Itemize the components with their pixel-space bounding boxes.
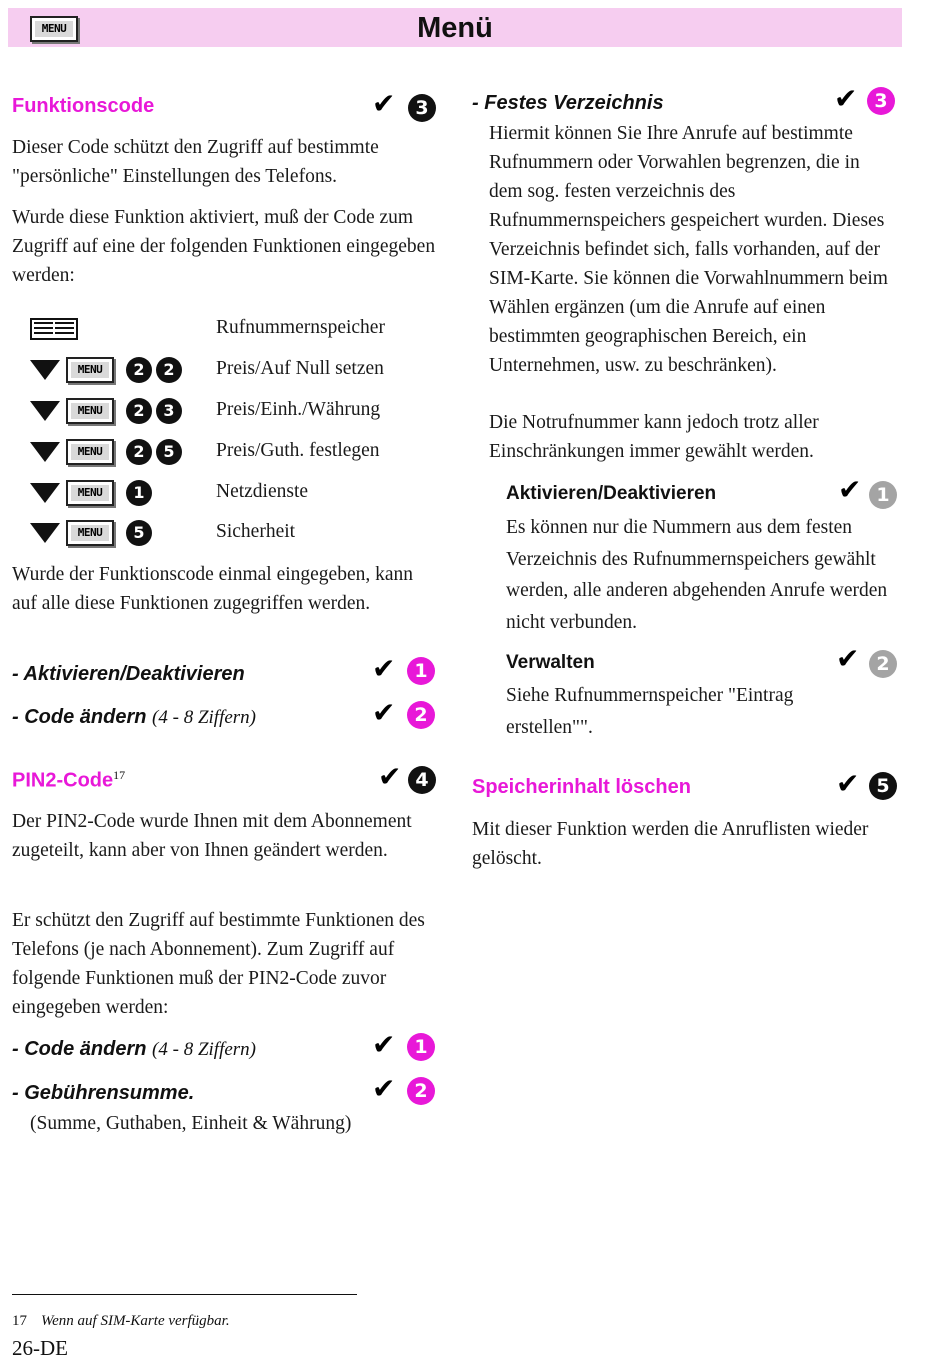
- key-sequence: [30, 516, 152, 550]
- level-2-icon: 2: [407, 1077, 435, 1105]
- speicherinhalt-description: Mit dieser Funktion werden die Anruflisten wieder gelöscht.: [472, 819, 869, 869]
- level-1-icon: 1: [869, 481, 897, 509]
- level-3-icon: 3: [867, 87, 895, 115]
- page-title: Menü: [417, 12, 493, 44]
- pin2-intro: Der PIN2-Code wurde Ihnen mit dem Abonnement zugeteilt, kann aber von Ihnen geändert werden.: [12, 811, 412, 861]
- function-label: Sicherheit: [216, 521, 296, 542]
- page-header-bar: [8, 8, 902, 47]
- level-3-icon: 3: [408, 94, 436, 122]
- check-icon: ✔: [836, 767, 860, 800]
- pin2-description: Er schützt den Zugriff auf bestimmte Funktionen des Telefons (je nach Abonnement). Zum Zugriff auf folgende Funktionen muß der PIN2-Code zuvor eingegeben werden:: [12, 910, 425, 1018]
- item-label: Aktivieren/Deaktivieren: [23, 663, 245, 685]
- level-1-icon: 1: [407, 1033, 435, 1061]
- item-label: Festes Verzeichnis: [484, 92, 664, 114]
- menu-key-icon: [66, 398, 114, 424]
- menu-item-code-aendern[interactable]: [12, 706, 256, 729]
- dash: -: [12, 1038, 19, 1060]
- check-icon: ✔: [838, 473, 862, 506]
- level-2-icon: 2: [869, 650, 897, 678]
- item-label: Gebührensumme.: [24, 1082, 195, 1104]
- festes-verzeichnis-title[interactable]: [472, 92, 664, 115]
- menu-item-pin2-code-aendern[interactable]: [12, 1038, 256, 1061]
- page-number: 26-DE: [12, 1336, 68, 1360]
- down-arrow-icon: [30, 523, 60, 543]
- check-icon: ✔: [372, 87, 396, 120]
- menu-key-label: MENU: [71, 485, 109, 501]
- digit-3-key-icon: 3: [156, 398, 182, 424]
- menu-key-icon: [66, 439, 114, 465]
- menu-key-label: MENU: [71, 444, 109, 460]
- dash: -: [12, 663, 19, 685]
- check-icon: ✔: [372, 1028, 396, 1061]
- menu-key-icon: [66, 357, 114, 383]
- verwalten-title[interactable]: Verwalten: [506, 652, 595, 673]
- menu-key-label: MENU: [71, 403, 109, 419]
- item-label: Code ändern: [24, 1038, 147, 1060]
- down-arrow-icon: [30, 442, 60, 462]
- funktionscode-description: Wurde diese Funktion aktiviert, muß der Code zum Zugriff auf eine der folgenden Funktionen eingegeben werden:: [12, 207, 436, 286]
- check-icon: ✔: [834, 82, 858, 115]
- verwalten-description: Siehe Rufnummernspeicher "Eintrag erstellen"".: [506, 685, 794, 738]
- footnote: [12, 1313, 230, 1330]
- pin2-title: [12, 768, 125, 793]
- down-arrow-icon: [30, 483, 60, 503]
- footnote-ref: 17: [113, 768, 126, 782]
- level-2-icon: 2: [407, 701, 435, 729]
- function-label: Preis/Auf Null setzen: [216, 358, 384, 379]
- menu-key-icon: [66, 480, 114, 506]
- digit-1-key-icon: 1: [126, 480, 152, 506]
- digit-2-key-icon: 2: [126, 439, 152, 465]
- festes-notruf-note: Die Notrufnummer kann jedoch trotz aller Einschränkungen immer gewählt werden.: [489, 412, 819, 462]
- menu-key-icon: [66, 520, 114, 546]
- digit-2-key-icon: 2: [156, 357, 182, 383]
- dash: -: [12, 706, 19, 728]
- funktionscode-title: Funktionscode: [12, 95, 155, 117]
- digit-5-key-icon: 5: [126, 520, 152, 546]
- level-5-icon: 5: [869, 772, 897, 800]
- gebuehrensumme-note: (Summe, Guthaben, Einheit & Währung): [30, 1113, 352, 1134]
- funktionscode-note: Wurde der Funktionscode einmal eingegeben, kann auf alle diese Funktionen zugegriffen werden.: [12, 564, 414, 614]
- digit-5-key-icon: 5: [156, 439, 182, 465]
- funktionscode-intro: Dieser Code schützt den Zugriff auf bestimmte "persönliche" Einstellungen des Telefons.: [12, 137, 379, 187]
- dash: -: [12, 1082, 19, 1104]
- menu-item-aktivieren[interactable]: [12, 663, 245, 686]
- down-arrow-icon: [30, 401, 60, 421]
- key-sequence: [30, 394, 182, 428]
- level-4-icon: 4: [408, 766, 436, 794]
- digit-2-key-icon: 2: [126, 357, 152, 383]
- check-icon: ✔: [378, 760, 402, 793]
- item-range: (4 - 8 Ziffern): [152, 707, 257, 728]
- aktivieren-description: Es können nur die Nummern aus dem festen Verzeichnis des Rufnummernspeichers gewählt werden, alle anderen abgehenden Anrufe werden nicht verbunden.: [506, 517, 888, 633]
- festes-description: Hiermit können Sie Ihre Anrufe auf bestimmte Rufnummern oder Vorwahlen begrenzen, die in dem sog. festen verzeichnis des Rufnummernspeichers gespeichert wurden. Dieses Verzeichnis befindet sich, falls vorhanden, auf der SIM-Karte. Sie können die Vorwahlnummern beim Wählen ergänzen (um die Anrufe auf einen bestimmten geographischen Bereich, ein Unternehmen, usw. zu beschränken).: [489, 123, 888, 376]
- speicherinhalt-title: Speicherinhalt löschen: [472, 776, 691, 798]
- check-icon: ✔: [372, 696, 396, 729]
- aktivieren-deaktivieren-title[interactable]: Aktivieren/Deaktivieren: [506, 483, 717, 504]
- menu-key-label: MENU: [71, 525, 109, 541]
- function-label: Netzdienste: [216, 481, 309, 502]
- menu-key-label: MENU: [71, 362, 109, 378]
- key-sequence: [30, 435, 182, 469]
- digit-2-key-icon: 2: [126, 398, 152, 424]
- phonebook-icon: [30, 318, 78, 340]
- menu-key-icon: [30, 16, 78, 42]
- pin2-title-text: PIN2-Code: [12, 769, 114, 792]
- item-range: (4 - 8 Ziffern): [152, 1039, 257, 1060]
- key-sequence-phonebook: [30, 312, 78, 346]
- footnote-text: Wenn auf SIM-Karte verfügbar.: [41, 1313, 230, 1329]
- check-icon: ✔: [836, 642, 860, 675]
- item-label: Code ändern: [24, 706, 147, 728]
- footnote-divider: [12, 1294, 357, 1295]
- menu-item-gebuehrensumme[interactable]: [12, 1082, 194, 1105]
- menu-key-label: MENU: [35, 21, 73, 37]
- footnote-number: 17: [12, 1313, 27, 1329]
- check-icon: ✔: [372, 652, 396, 685]
- dash: -: [472, 92, 479, 114]
- key-sequence: [30, 353, 182, 387]
- key-sequence: [30, 476, 152, 510]
- function-label: Preis/Guth. festlegen: [216, 440, 380, 461]
- check-icon: ✔: [372, 1072, 396, 1105]
- function-label: Preis/Einh./Währung: [216, 399, 381, 420]
- function-label: Rufnummernspeicher: [216, 317, 385, 338]
- level-1-icon: 1: [407, 657, 435, 685]
- down-arrow-icon: [30, 360, 60, 380]
